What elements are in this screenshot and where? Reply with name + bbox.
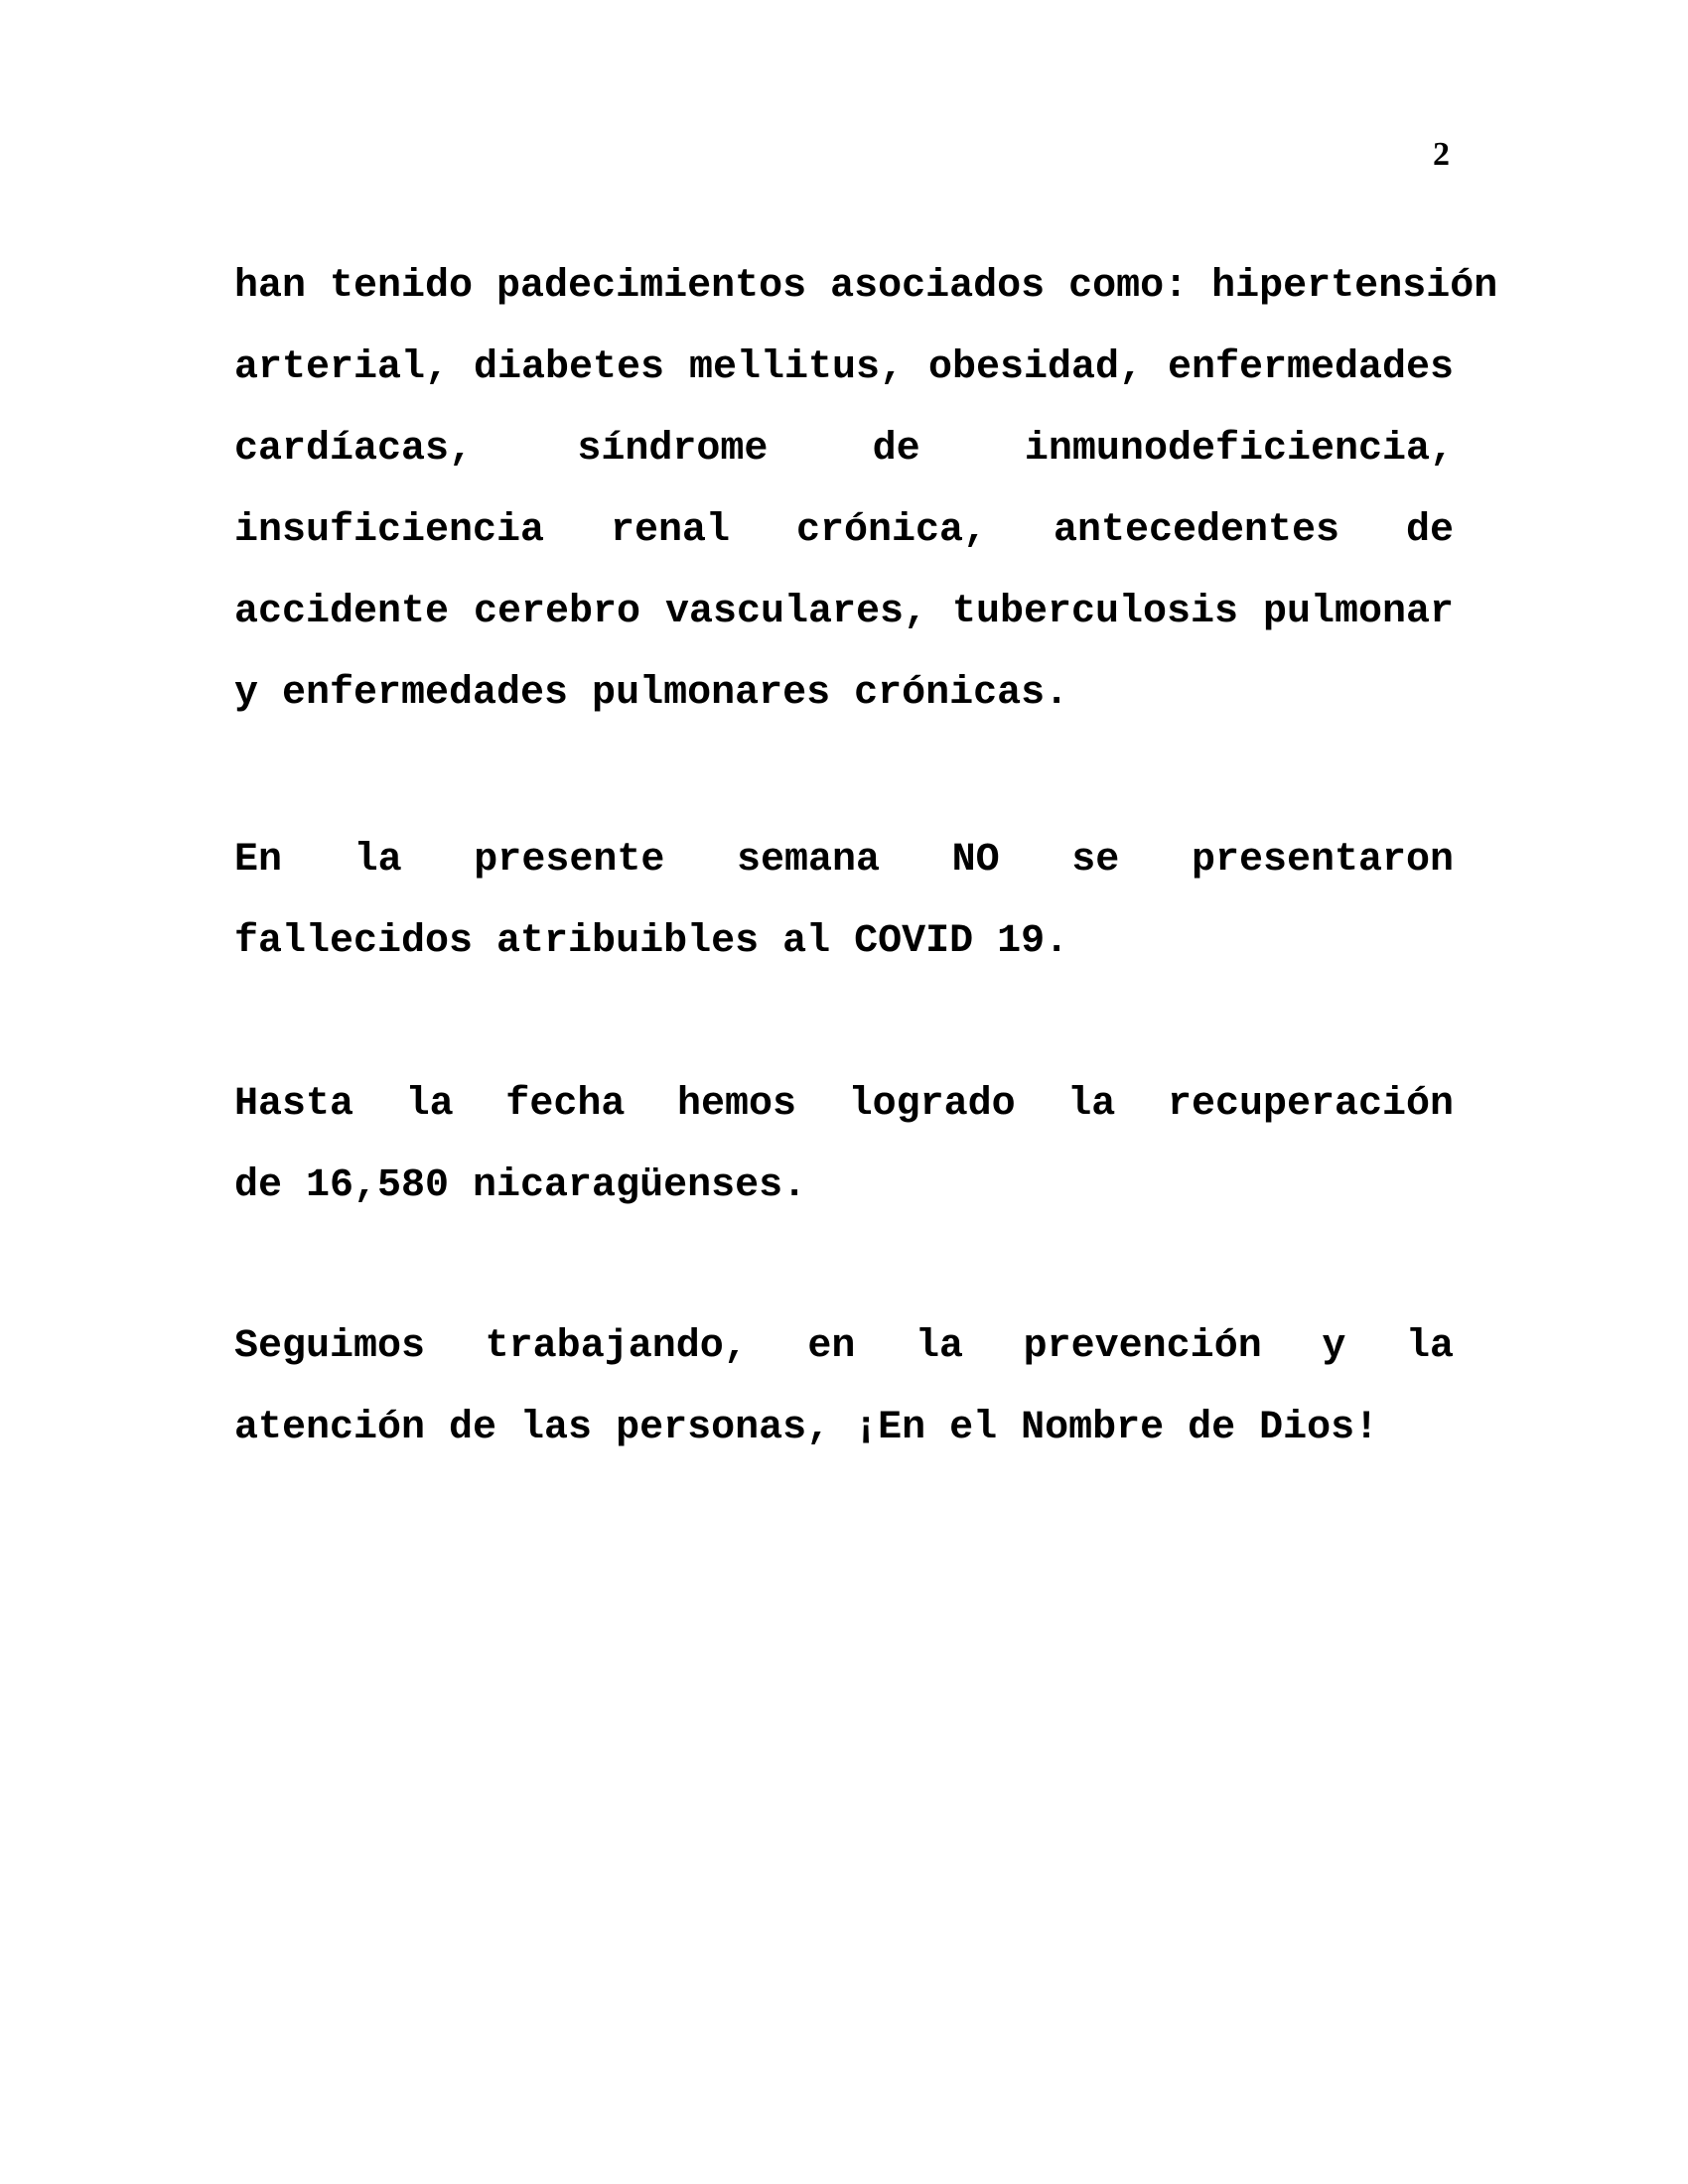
text-line: han tenido padecimientos asociados como: hipertensión [234,264,1498,309]
text-line: insuficiencia renal crónica, antecedentes de [234,508,1454,553]
text-line: de 16,580 nicaragüenses. [234,1163,807,1208]
paragraph-closing [234,1306,1454,1469]
text-line: cardíacas, síndrome de inmunodeficiencia, [234,427,1454,472]
text-line: y enfermedades pulmonares crónicas. [234,671,1069,716]
text-line: Hasta la fecha hemos logrado la recuperación [234,1082,1454,1127]
text-line: atención de las personas, ¡En el Nombre de Dios! [234,1406,1379,1450]
text-line: fallecidos atribuibles al COVID 19. [234,919,1069,964]
text-line: accidente cerebro vasculares, tuberculosis pulmonar [234,590,1454,634]
paragraph-recoveries [234,1064,1454,1227]
text-line: Seguimos trabajando, en la prevención y la [234,1324,1454,1369]
text-line: En la presente semana NO se presentaron [234,838,1454,883]
paragraph-deaths [234,820,1454,983]
page-number: 2 [1433,136,1450,173]
paragraph-comorbidities [234,246,1498,735]
text-line: arterial, diabetes mellitus, obesidad, enfermedades [234,345,1454,390]
